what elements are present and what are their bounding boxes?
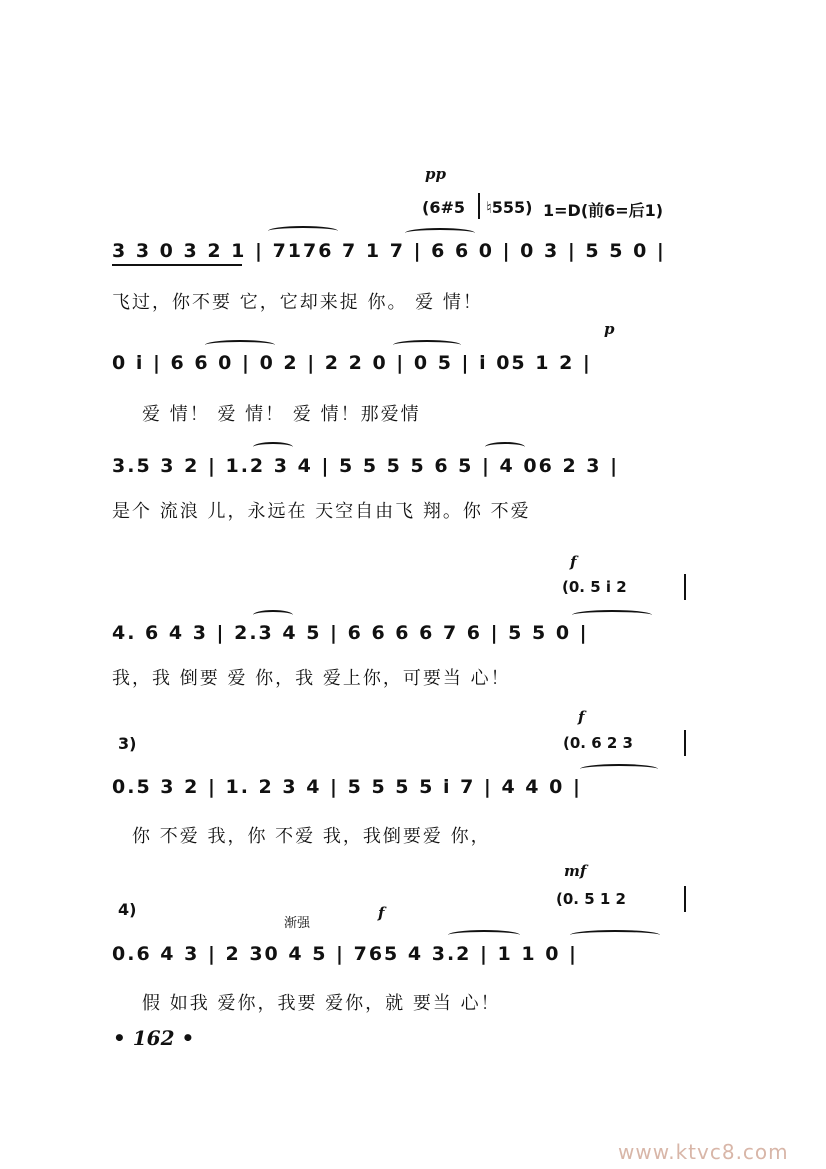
dynamic-p: p (604, 320, 615, 338)
slur (448, 930, 520, 940)
notes: 3.5 3 2 | 1.2 3 4 | 5 5 5 5 6 5 | 4 06 2 3 | (112, 455, 620, 477)
barline (478, 193, 480, 219)
barline (684, 886, 686, 912)
dynamic-f: f (578, 708, 585, 726)
notes: 4. 6 4 3 | 2.3 4 5 | 6 6 6 6 7 6 | 5 5 0 | (112, 622, 589, 644)
carry-note: 4) (118, 900, 137, 919)
slur (393, 340, 461, 350)
slur (580, 764, 658, 774)
carry-note: 3) (118, 734, 137, 753)
lyric: 假 如我 爱你，我要 爱你，就 要当 心！ (142, 993, 501, 1014)
slur (572, 610, 652, 620)
key-signature: 1=D(前6=后1) (543, 201, 664, 220)
upper-voice: (0. 5 i 2 (562, 578, 627, 596)
slur (253, 442, 293, 452)
slur (405, 228, 475, 238)
lyric: 飞过，你不要 它，它却来捉 你。 爱 情！ (112, 292, 483, 313)
underline (112, 264, 242, 266)
notes: 0.5 3 2 | 1. 2 3 4 | 5 5 5 5 i 7 | 4 4 0 | (112, 776, 582, 798)
lyric: 我，我 倒要 爱 你，我 爱上你，可要当 心！ (112, 668, 511, 689)
dynamic-mf: mf (564, 862, 587, 880)
dynamic-f: f (570, 553, 577, 571)
dynamic-pp: pp (425, 165, 446, 183)
page-number: • 162 • (113, 1026, 195, 1050)
lyric: 爱 情！ 爱 情！ 爱 情！那爱情 (142, 404, 421, 425)
barline (684, 574, 686, 600)
barline (684, 730, 686, 756)
lyric: 你 不爱 我，你 不爱 我，我倒要爱 你， (132, 826, 491, 847)
notes: 3 3 0 3 2 1 | 7176 7 1 7 | 6 6 0 | 0 3 | 5 5 0 | (112, 240, 666, 262)
upper-voice: (0. 5 1 2 (556, 890, 626, 908)
crescendo-mark: 渐强 (284, 916, 311, 931)
lyric: 是个 流浪 儿，永远在 天空自由飞 翔。你 不爱 (112, 501, 531, 522)
watermark: www.ktvc8.com (618, 1140, 789, 1164)
upper-voice: (0. 6 2 3 (563, 734, 633, 752)
notes: 0.6 4 3 | 2 30 4 5 | 765 4 3.2 | 1 1 0 | (112, 943, 578, 965)
slur (485, 442, 525, 452)
slur (570, 930, 660, 940)
intro-notes-b: ♮555) (486, 198, 533, 217)
slur (253, 610, 293, 620)
dynamic-f: f (378, 904, 385, 922)
slur (205, 340, 275, 350)
slur (268, 226, 338, 236)
notes: 0 i | 6 6 0 | 0 2 | 2 2 0 | 0 5 | i 05 1 2 | (112, 352, 592, 374)
intro-notes-a: (6#5 (422, 198, 465, 217)
